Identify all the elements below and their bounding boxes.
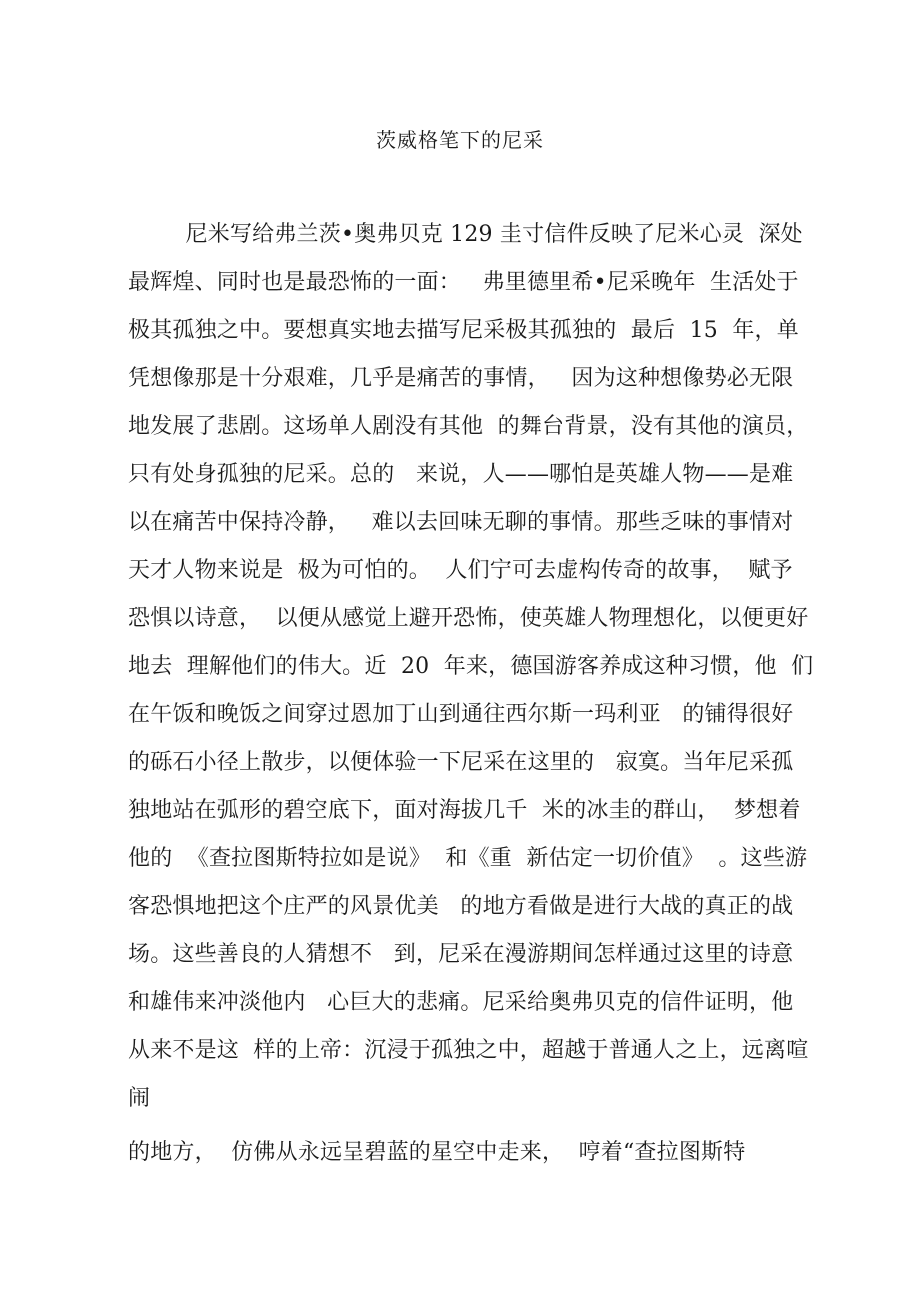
- body-line: 凭想像那是十分艰难，几乎是痛苦的事情， 因为这种想像势必无限: [128, 366, 794, 391]
- body-line: 只有处身孤独的尼采。总的 来说，人——哪怕是英雄人物——是难: [128, 462, 794, 487]
- body-line: 的砾石小径上散步，以便体验一下尼采在这里的 寂寞。当年尼采孤: [128, 750, 794, 775]
- body-line: 地去 理解他们的伟大。近 20 年来，德国游客养成这种习惯，他 们: [128, 654, 814, 679]
- body-line: 场。这些善良的人猜想不 到，尼采在漫游期间怎样通过这里的诗意: [128, 942, 794, 967]
- body-line: 客恐惧地把这个庄严的风景优美 的地方看做是进行大战的真正的战: [128, 894, 794, 919]
- body-line: 的地方， 仿佛从永远呈碧蓝的星空中走来， 哼着“查拉图斯特: [128, 1140, 746, 1165]
- body-line: 极其孤独之中。要想真实地去描写尼采极其孤独的 最后 15 年，单: [128, 318, 799, 343]
- body-line: 恐惧以诗意， 以便从感觉上避开恐怖，使英雄人物理想化，以便更好: [128, 606, 809, 631]
- body-line: 最辉煌、同时也是最恐怖的一面： 弗里德里希•尼采晚年 生活处于: [128, 270, 799, 295]
- body-line: 独地站在弧形的碧空底下，面对海拔几千 米的冰圭的群山， 梦想着: [128, 798, 801, 823]
- body-line: 天才人物来说是 极为可怕的。 人们宁可去虚构传奇的故事， 赋予: [128, 558, 793, 583]
- body-line: 尼米写给弗兰茨•奥弗贝克 129 圭寸信件反映了尼米心灵 深处: [128, 222, 803, 247]
- body-line: 和雄伟来冲淡他内 心巨大的悲痛。尼采给奥弗贝克的信件证明，他: [128, 990, 794, 1015]
- document-title: 茨威格笔下的尼采: [376, 128, 544, 152]
- body-line: 闹: [128, 1086, 151, 1111]
- body-line: 在午饭和晚饭之间穿过恩加丁山到通往西尔斯一玛利亚 的铺得很好: [128, 702, 794, 727]
- body-line: 从来不是这 样的上帝：沉浸于孤独之中，超越于普通人之上，远离喧: [128, 1038, 809, 1063]
- body-line: 地发展了悲剧。这场单人剧没有其他 的舞台背景，没有其他的演员，: [128, 414, 809, 439]
- body-line: 他的 《查拉图斯特拉如是说》 和《重 新估定一切价值》 。这些游: [128, 846, 808, 871]
- body-line: 以在痛苦中保持冷静， 难以去回味无聊的事情。那些乏味的事情对: [128, 510, 794, 535]
